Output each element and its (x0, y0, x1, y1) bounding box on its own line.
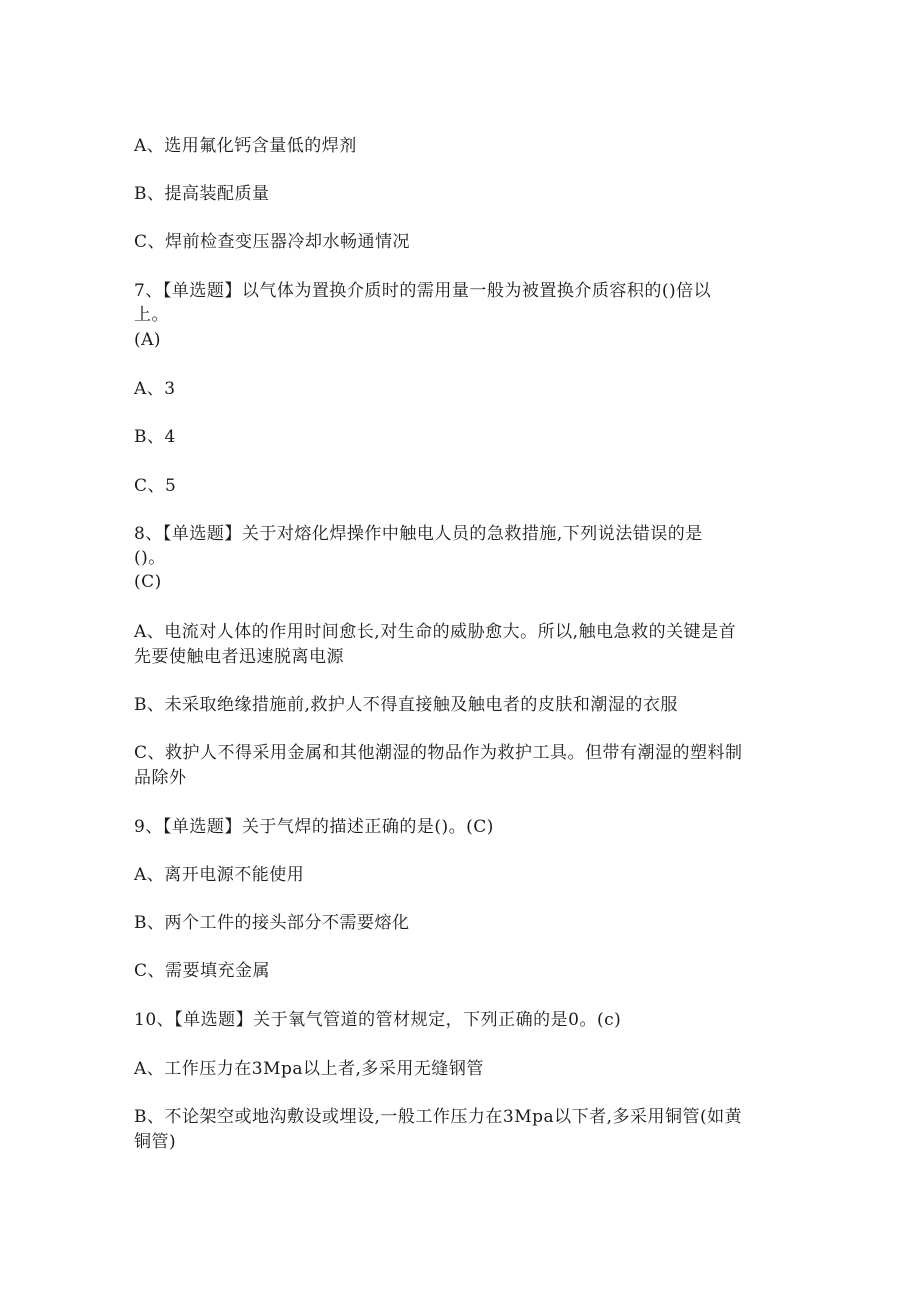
q7-option-b: B、4 (134, 427, 176, 447)
q8-stem-line-2: ()。 (134, 548, 166, 568)
q7-stem-line-2: 上。 (134, 305, 169, 325)
q8-stem-line-1: 8、【单选题】关于对熔化焊操作中触电人员的急救措施,下列说法错误的是 (134, 524, 703, 544)
q6-option-a: A、选用氟化钙含量低的焊剂 (134, 136, 357, 156)
q10-option-a: A、工作压力在3Mpa以上者,多采用无缝钢管 (134, 1059, 484, 1079)
q8-option-a-line-1: A、电流对人体的作用时间愈长,对生命的威胁愈大。所以,触电急救的关键是首 (134, 622, 737, 642)
q8-option-c-line-2: 品除外 (134, 768, 187, 788)
q8-option-c-line-1: C、救护人不得采用金属和其他潮湿的物品作为救护工具。但带有潮湿的塑料制 (134, 743, 743, 763)
q7-stem-line-1: 7、【单选题】以气体为置换介质时的需用量一般为被置换介质容积的()倍以 (134, 281, 712, 301)
q9-option-b: B、两个工件的接头部分不需要熔化 (134, 913, 410, 933)
q8-option-b: B、未采取绝缘措施前,救护人不得直接触及触电者的皮肤和潮湿的衣服 (134, 695, 678, 715)
q10-option-b-line-2: 铜管) (134, 1132, 177, 1152)
q9-stem: 9、【单选题】关于气焊的描述正确的是()。(C) (134, 817, 494, 837)
q10-option-b-line-1: B、不论架空或地沟敷设或埋设,一般工作压力在3Mpa以下者,多采用铜管(如黄 (134, 1107, 743, 1127)
q6-option-c: C、焊前检查变压器冷却水畅通情况 (134, 232, 411, 252)
q7-answer: (A) (134, 330, 162, 350)
q8-answer: (C) (134, 572, 162, 592)
q9-option-c: C、需要填充金属 (134, 961, 271, 981)
q9-option-a: A、离开电源不能使用 (134, 865, 305, 885)
q7-option-c: C、5 (134, 476, 177, 496)
q7-option-a: A、3 (134, 379, 176, 399)
q6-option-b: B、提高装配质量 (134, 184, 270, 204)
q8-option-a-line-2: 先要使触电者迅速脱离电源 (134, 647, 344, 667)
q10-stem: 10、【单选题】关于氧气管道的管材规定，下列正确的是0。(c) (134, 1010, 622, 1030)
